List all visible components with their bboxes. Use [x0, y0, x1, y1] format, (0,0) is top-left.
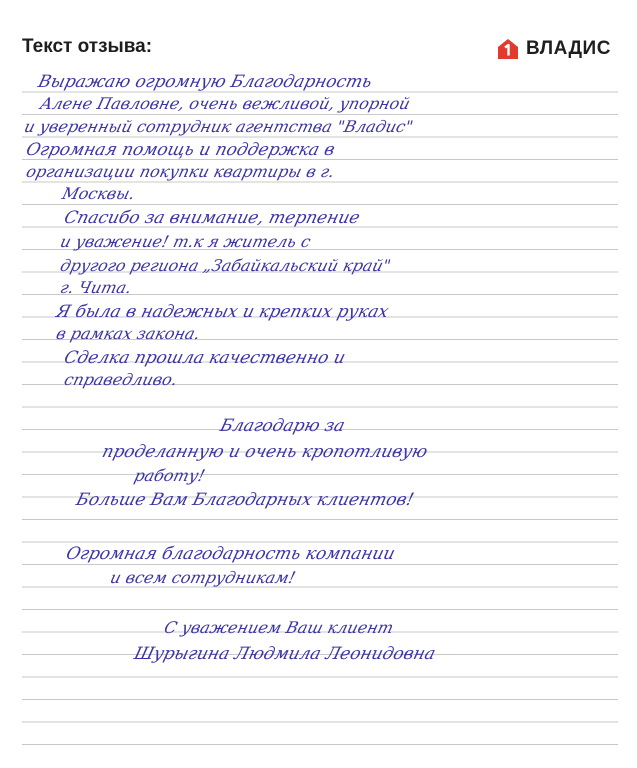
letter-line: С уважением Ваш клиент: [162, 618, 396, 637]
letter-line: работу!: [132, 466, 208, 485]
letter-line: Огромная помощь и поддержка в: [24, 140, 337, 160]
vladis-logo: [497, 36, 611, 62]
letter-line: Алене Павловне, очень вежливой, упорной: [38, 94, 413, 113]
letter-line: г. Чита.: [58, 278, 134, 297]
letter-line: Благодарю за: [218, 416, 347, 436]
signature-name: Шурыгина Людмила Леонидовна: [132, 644, 438, 664]
letter-line: организации покупки квартиры в г.: [24, 162, 337, 181]
letter-line: в рамках закона.: [54, 324, 203, 343]
letter-line: и уверенный сотрудник агентства "Владис": [22, 117, 416, 136]
house-logo-icon: [497, 38, 519, 60]
letter-line: и всем сотрудникам!: [108, 568, 298, 587]
handwritten-letter: [22, 70, 618, 762]
brand-name: ВЛАДИС: [526, 38, 611, 59]
letter-line: Я была в надежных и крепких руках: [54, 302, 391, 322]
letter-line: Спасибо за внимание, терпение: [62, 208, 362, 228]
letter-line: Москвы.: [60, 184, 137, 203]
page-header: [0, 0, 637, 70]
page-title: Текст отзыва:: [22, 36, 153, 57]
letter-line: Сделка прошла качественно и: [62, 348, 348, 368]
letter-line: Выражаю огромную Благодарность: [36, 72, 375, 92]
letter-line: и уважение! т.к я житель с: [58, 232, 313, 251]
letter-line: справедливо.: [62, 370, 180, 389]
letter-line: Больше Вам Благодарных клиентов!: [74, 490, 416, 510]
letter-line: Огромная благодарность компании: [64, 544, 398, 564]
letter-line: другого региона „Забайкальский край": [58, 256, 393, 275]
letter-line: проделанную и очень кропотливую: [100, 442, 430, 462]
